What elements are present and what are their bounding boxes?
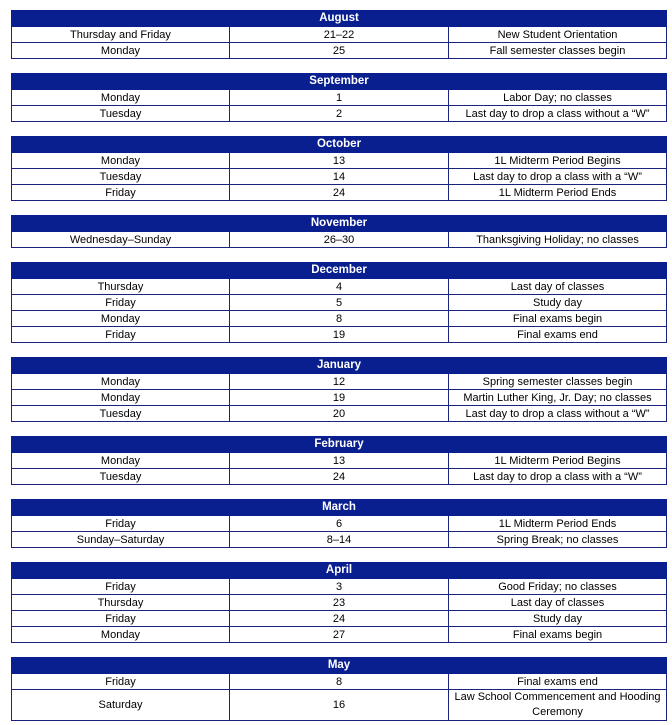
event-cell: Study day — [449, 295, 667, 311]
date-cell: 24 — [230, 611, 449, 627]
table-row — [12, 469, 667, 485]
event-cell: Last day of classes — [449, 279, 667, 295]
table-row — [12, 390, 667, 406]
month-header: September — [12, 74, 667, 90]
event-cell: New Student Orientation — [449, 27, 667, 43]
day-cell: Wednesday–Sunday — [12, 232, 230, 248]
month-table-november — [11, 215, 667, 248]
table-row — [12, 674, 667, 690]
date-cell: 27 — [230, 627, 449, 643]
day-cell: Monday — [12, 153, 230, 169]
date-cell: 13 — [230, 453, 449, 469]
day-cell: Monday — [12, 43, 230, 59]
table-row — [12, 232, 667, 248]
table-row — [12, 106, 667, 122]
date-cell: 12 — [230, 374, 449, 390]
event-cell: Last day to drop a class without a “W” — [449, 406, 667, 422]
date-cell: 14 — [230, 169, 449, 185]
table-row — [12, 627, 667, 643]
day-cell: Friday — [12, 295, 230, 311]
month-header: April — [12, 563, 667, 579]
month-header: May — [12, 658, 667, 674]
event-cell: Good Friday; no classes — [449, 579, 667, 595]
month-table-december — [11, 262, 667, 343]
date-cell: 25 — [230, 43, 449, 59]
day-cell: Tuesday — [12, 106, 230, 122]
table-row — [12, 516, 667, 532]
event-cell: Fall semester classes begin — [449, 43, 667, 59]
event-cell: Law School Commencement and Hooding Ceremony — [449, 690, 667, 721]
date-cell: 5 — [230, 295, 449, 311]
month-header: January — [12, 358, 667, 374]
date-cell: 2 — [230, 106, 449, 122]
date-cell: 1 — [230, 90, 449, 106]
day-cell: Friday — [12, 611, 230, 627]
event-cell: Spring Break; no classes — [449, 532, 667, 548]
day-cell: Friday — [12, 516, 230, 532]
table-row — [12, 43, 667, 59]
month-table-august — [11, 10, 667, 59]
day-cell: Monday — [12, 311, 230, 327]
date-cell: 8 — [230, 311, 449, 327]
day-cell: Thursday — [12, 279, 230, 295]
table-row — [12, 27, 667, 43]
table-row — [12, 327, 667, 343]
event-cell: 1L Midterm Period Ends — [449, 516, 667, 532]
event-cell: Final exams end — [449, 674, 667, 690]
day-cell: Monday — [12, 374, 230, 390]
table-row — [12, 153, 667, 169]
table-row — [12, 374, 667, 390]
date-cell: 19 — [230, 327, 449, 343]
table-row — [12, 690, 667, 721]
event-cell: Final exams end — [449, 327, 667, 343]
table-row — [12, 311, 667, 327]
event-cell: Final exams begin — [449, 627, 667, 643]
month-header: December — [12, 263, 667, 279]
date-cell: 24 — [230, 469, 449, 485]
month-table-october — [11, 136, 667, 201]
event-cell: Martin Luther King, Jr. Day; no classes — [449, 390, 667, 406]
table-row — [12, 611, 667, 627]
table-row — [12, 453, 667, 469]
day-cell: Thursday and Friday — [12, 27, 230, 43]
date-cell: 24 — [230, 185, 449, 201]
month-table-april — [11, 562, 667, 643]
month-table-february — [11, 436, 667, 485]
event-cell: Last day to drop a class without a “W” — [449, 106, 667, 122]
table-row — [12, 185, 667, 201]
table-row — [12, 295, 667, 311]
date-cell: 16 — [230, 690, 449, 721]
table-row — [12, 579, 667, 595]
day-cell: Tuesday — [12, 469, 230, 485]
event-cell: Last day of classes — [449, 595, 667, 611]
day-cell: Monday — [12, 627, 230, 643]
day-cell: Friday — [12, 674, 230, 690]
table-row — [12, 532, 667, 548]
month-header: November — [12, 216, 667, 232]
event-cell: Study day — [449, 611, 667, 627]
table-row — [12, 595, 667, 611]
event-cell: Spring semester classes begin — [449, 374, 667, 390]
day-cell: Tuesday — [12, 406, 230, 422]
month-table-may — [11, 657, 667, 721]
month-table-january — [11, 357, 667, 422]
date-cell: 4 — [230, 279, 449, 295]
event-cell: Labor Day; no classes — [449, 90, 667, 106]
event-cell: 1L Midterm Period Begins — [449, 453, 667, 469]
day-cell: Saturday — [12, 690, 230, 721]
event-cell: Thanksgiving Holiday; no classes — [449, 232, 667, 248]
date-cell: 8–14 — [230, 532, 449, 548]
month-header: August — [12, 11, 667, 27]
table-row — [12, 90, 667, 106]
month-table-march — [11, 499, 667, 548]
month-header: February — [12, 437, 667, 453]
event-cell: Last day to drop a class with a “W” — [449, 469, 667, 485]
day-cell: Tuesday — [12, 169, 230, 185]
table-row — [12, 169, 667, 185]
month-table-september — [11, 73, 667, 122]
event-cell: 1L Midterm Period Begins — [449, 153, 667, 169]
event-cell: Last day to drop a class with a “W” — [449, 169, 667, 185]
date-cell: 3 — [230, 579, 449, 595]
date-cell: 26–30 — [230, 232, 449, 248]
day-cell: Thursday — [12, 595, 230, 611]
day-cell: Monday — [12, 90, 230, 106]
day-cell: Monday — [12, 453, 230, 469]
day-cell: Friday — [12, 327, 230, 343]
month-header: October — [12, 137, 667, 153]
table-row — [12, 406, 667, 422]
date-cell: 13 — [230, 153, 449, 169]
event-cell: 1L Midterm Period Ends — [449, 185, 667, 201]
day-cell: Monday — [12, 390, 230, 406]
date-cell: 6 — [230, 516, 449, 532]
table-row — [12, 279, 667, 295]
date-cell: 20 — [230, 406, 449, 422]
date-cell: 8 — [230, 674, 449, 690]
day-cell: Friday — [12, 185, 230, 201]
date-cell: 19 — [230, 390, 449, 406]
event-cell: Final exams begin — [449, 311, 667, 327]
date-cell: 23 — [230, 595, 449, 611]
date-cell: 21–22 — [230, 27, 449, 43]
day-cell: Sunday–Saturday — [12, 532, 230, 548]
day-cell: Friday — [12, 579, 230, 595]
month-header: March — [12, 500, 667, 516]
